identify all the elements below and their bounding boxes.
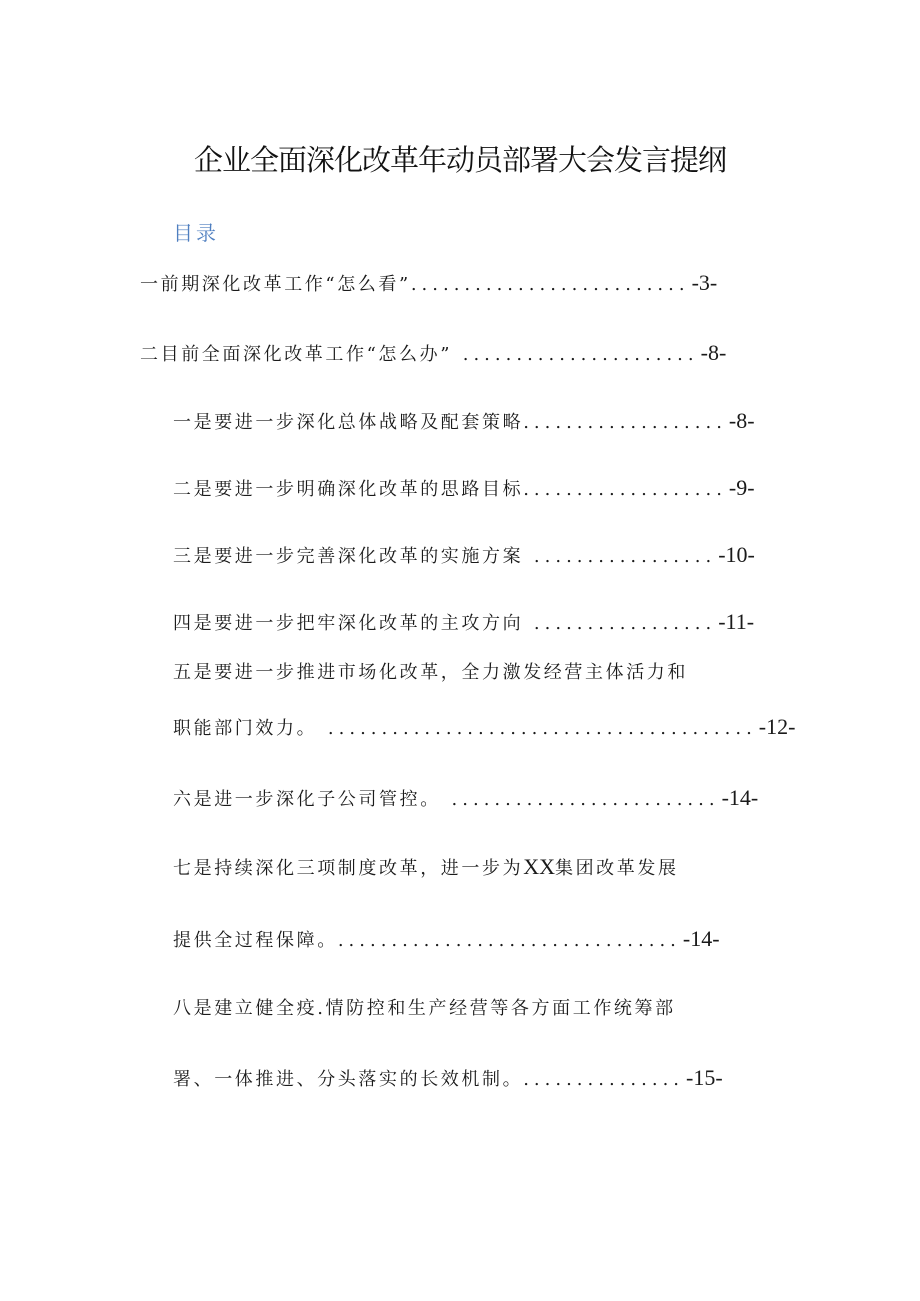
document-title: 企业全面深化改革年动员部署大会发言提纲 (193, 143, 726, 177)
toc-leader-dots: ........................................ (317, 718, 757, 739)
toc-entry-text: 二是要进一步明确深化改革的思路目标 (173, 479, 524, 500)
toc-heading: 目录 (173, 221, 219, 245)
toc-page-number: -14- (721, 785, 759, 810)
toc-page-number: -10- (718, 542, 755, 567)
toc-entry-text: 职能部门效力。 (173, 718, 318, 739)
toc-page-number: -8- (728, 408, 755, 433)
toc-entry-text-xx: XX (523, 854, 555, 879)
toc-leader-dots: ...................... (452, 344, 699, 365)
toc-entry-3[interactable] (173, 409, 755, 435)
toc-entry-10[interactable] (173, 1066, 723, 1092)
toc-entry-8[interactable] (173, 786, 758, 812)
toc-entry-2[interactable] (140, 341, 726, 367)
toc-entry-6[interactable] (173, 610, 754, 636)
toc-entry-9[interactable] (173, 927, 720, 953)
toc-entry-text: 三是要进一步完善深化改革的实施方案 (173, 546, 524, 567)
toc-entry-text-part: 集团改革发展 (554, 858, 679, 879)
toc-leader-dots: ................... (523, 412, 727, 433)
toc-leader-dots: .......................... (410, 274, 690, 295)
toc-entry-7[interactable] (173, 715, 795, 741)
toc-leader-dots: ................... (523, 479, 727, 500)
toc-page-number: -14- (682, 926, 720, 951)
toc-page-number: -15- (686, 1065, 723, 1090)
toc-page-number: -9- (728, 475, 755, 500)
toc-entry-text: 六是进一步深化子公司管控。 (173, 789, 441, 810)
toc-page-number: -12- (758, 714, 796, 739)
toc-entry-text: 一是要进一步深化总体战略及配套策略 (173, 412, 524, 433)
toc-entry-1[interactable] (140, 271, 717, 297)
toc-entry-9-line1[interactable] (173, 855, 679, 881)
toc-leader-dots: ................................ (337, 930, 681, 951)
toc-leader-dots: ................. (523, 546, 717, 567)
toc-leader-dots: ................. (523, 613, 717, 634)
toc-entry-text: 二目前全面深化改革工作“怎么办” (140, 344, 453, 365)
toc-entry-5[interactable] (173, 543, 755, 569)
toc-entry-text: 提供全过程保障。 (173, 930, 338, 951)
toc-page-number: -8- (700, 340, 727, 365)
toc-entry-10-line1[interactable]: 八是建立健全疫.情防控和生产经营等各方面工作统筹部 (173, 998, 676, 1019)
toc-entry-text-part: 七是持续深化三项制度改革，进一步为 (173, 858, 524, 879)
toc-page-number: -11- (718, 609, 755, 634)
toc-leader-dots: ......................... (440, 789, 720, 810)
toc-entry-text: 一前期深化改革工作“怎么看” (140, 274, 411, 295)
toc-entry-7-line1[interactable]: 五是要进一步推进市场化改革，全力激发经营主体活力和 (173, 662, 688, 683)
toc-entry-text: 四是要进一步把牢深化改革的主攻方向 (173, 613, 524, 634)
toc-entry-4[interactable] (173, 476, 755, 502)
toc-leader-dots: ............... (523, 1069, 685, 1090)
toc-entry-text: 署、一体推进、分头落实的长效机制。 (173, 1069, 524, 1090)
toc-page-number: -3- (691, 270, 718, 295)
